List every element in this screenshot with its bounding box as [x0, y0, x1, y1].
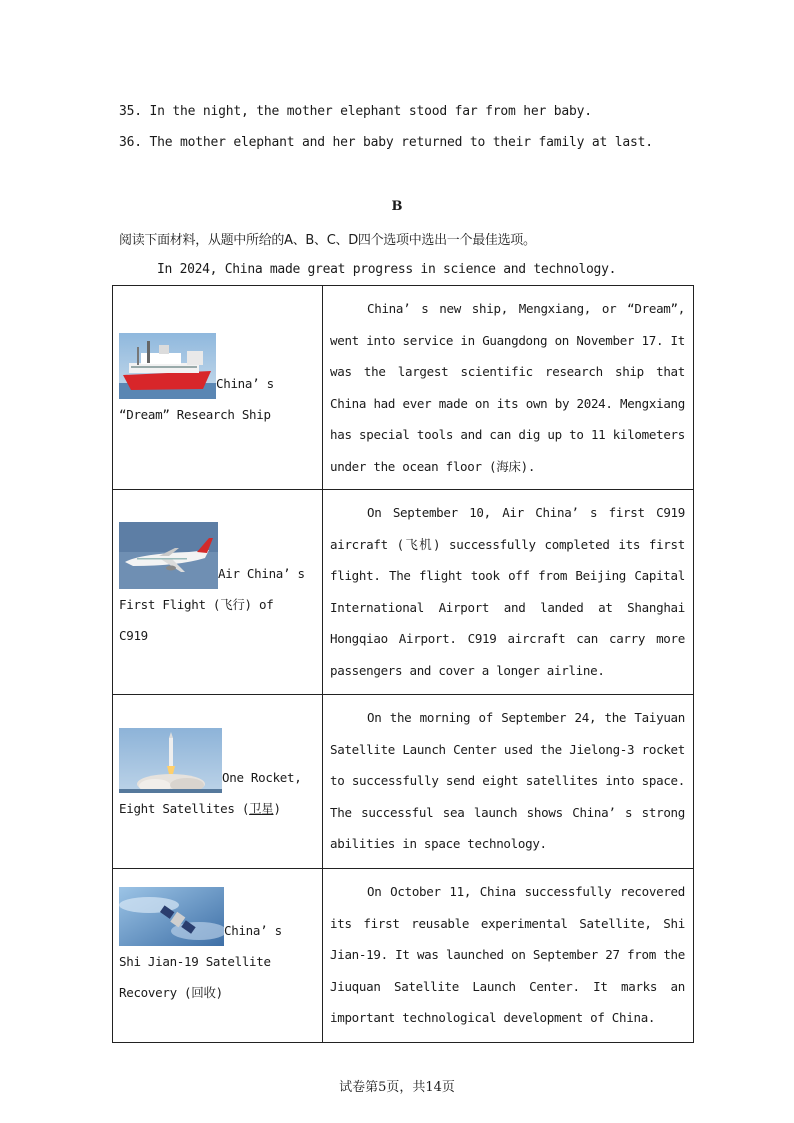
c919-aircraft-image: [119, 522, 218, 589]
description-cell: [323, 286, 694, 490]
caption-line-2: Eight Satellites (卫星): [119, 801, 281, 816]
description-text: On the morning of September 24, the Taiyuan Satellite Launch Center used the Jielong-3 rocket to successfully send eight satellites into space. The successful sea launch shows China’ s strong abilities in space technology.: [330, 710, 685, 851]
caption-line-2: “Dream” Research Ship: [119, 407, 271, 422]
caption-line-3: C919: [119, 628, 148, 643]
page-footer: 试卷第5页，共14页: [339, 1080, 455, 1095]
satellite-image: [119, 887, 224, 946]
caption-line-2: Shi Jian-19 Satellite: [119, 954, 271, 969]
caption-line-1: China’ s: [216, 376, 274, 391]
description-text: On October 11, China successfully recovered its first reusable experimental Satellite, Shi Jian-19. It was launched on September 27 from the Jiuquan Satellite Launch Center. It marks an important technological development of China.: [330, 884, 685, 1025]
caption-cell: [113, 286, 323, 490]
description-cell: [323, 869, 694, 1043]
table-row: [113, 490, 694, 695]
description-cell: [323, 695, 694, 869]
caption-line-2: First Flight (飞行) of: [119, 597, 274, 612]
table-row: [113, 695, 694, 869]
intro-sentence: In 2024, China made great progress in science and technology.: [157, 262, 617, 277]
caption-cell: [113, 869, 323, 1043]
rocket-launch-image: [119, 728, 222, 793]
satellite-term: 卫星: [249, 801, 274, 816]
caption-line-1: One Rocket,: [222, 770, 302, 785]
description-text: On September 10, Air China’ s first C919 aircraft (飞机) successfully completed its first flight. The flight took off from Beijing Capital International Airport and landed at Shanghai Hongqiao Airport. C919 aircraft can carry more passengers and cover a longer airline.: [330, 505, 685, 678]
question-35: 35. In the night, the mother elephant stood far from her baby.: [119, 104, 592, 119]
caption-cell: [113, 695, 323, 869]
instructions: 阅读下面材料，从题中所给的A、B、C、D四个选项中选出一个最佳选项。: [119, 233, 536, 248]
news-table: [112, 285, 694, 1043]
table-row: [113, 286, 694, 490]
caption-line-1: China’ s: [224, 923, 282, 938]
caption-line-3: Recovery (回收): [119, 985, 223, 1000]
research-ship-image: [119, 333, 216, 399]
caption-line-1: Air China’ s: [218, 566, 305, 581]
description-cell: [323, 490, 694, 695]
table-row: [113, 869, 694, 1043]
caption-cell: [113, 490, 323, 695]
description-text: China’ s new ship, Mengxiang, or “Dream”, went into service in Guangdong on November 17. It was the largest scientific research ship that China had ever made on its own by 2024. Mengxiang has special tools and can dig up to 11 kilometers under the ocean floor (海床).: [330, 301, 685, 474]
question-36: 36. The mother elephant and her baby returned to their family at last.: [119, 135, 653, 150]
section-label: B: [391, 199, 403, 214]
